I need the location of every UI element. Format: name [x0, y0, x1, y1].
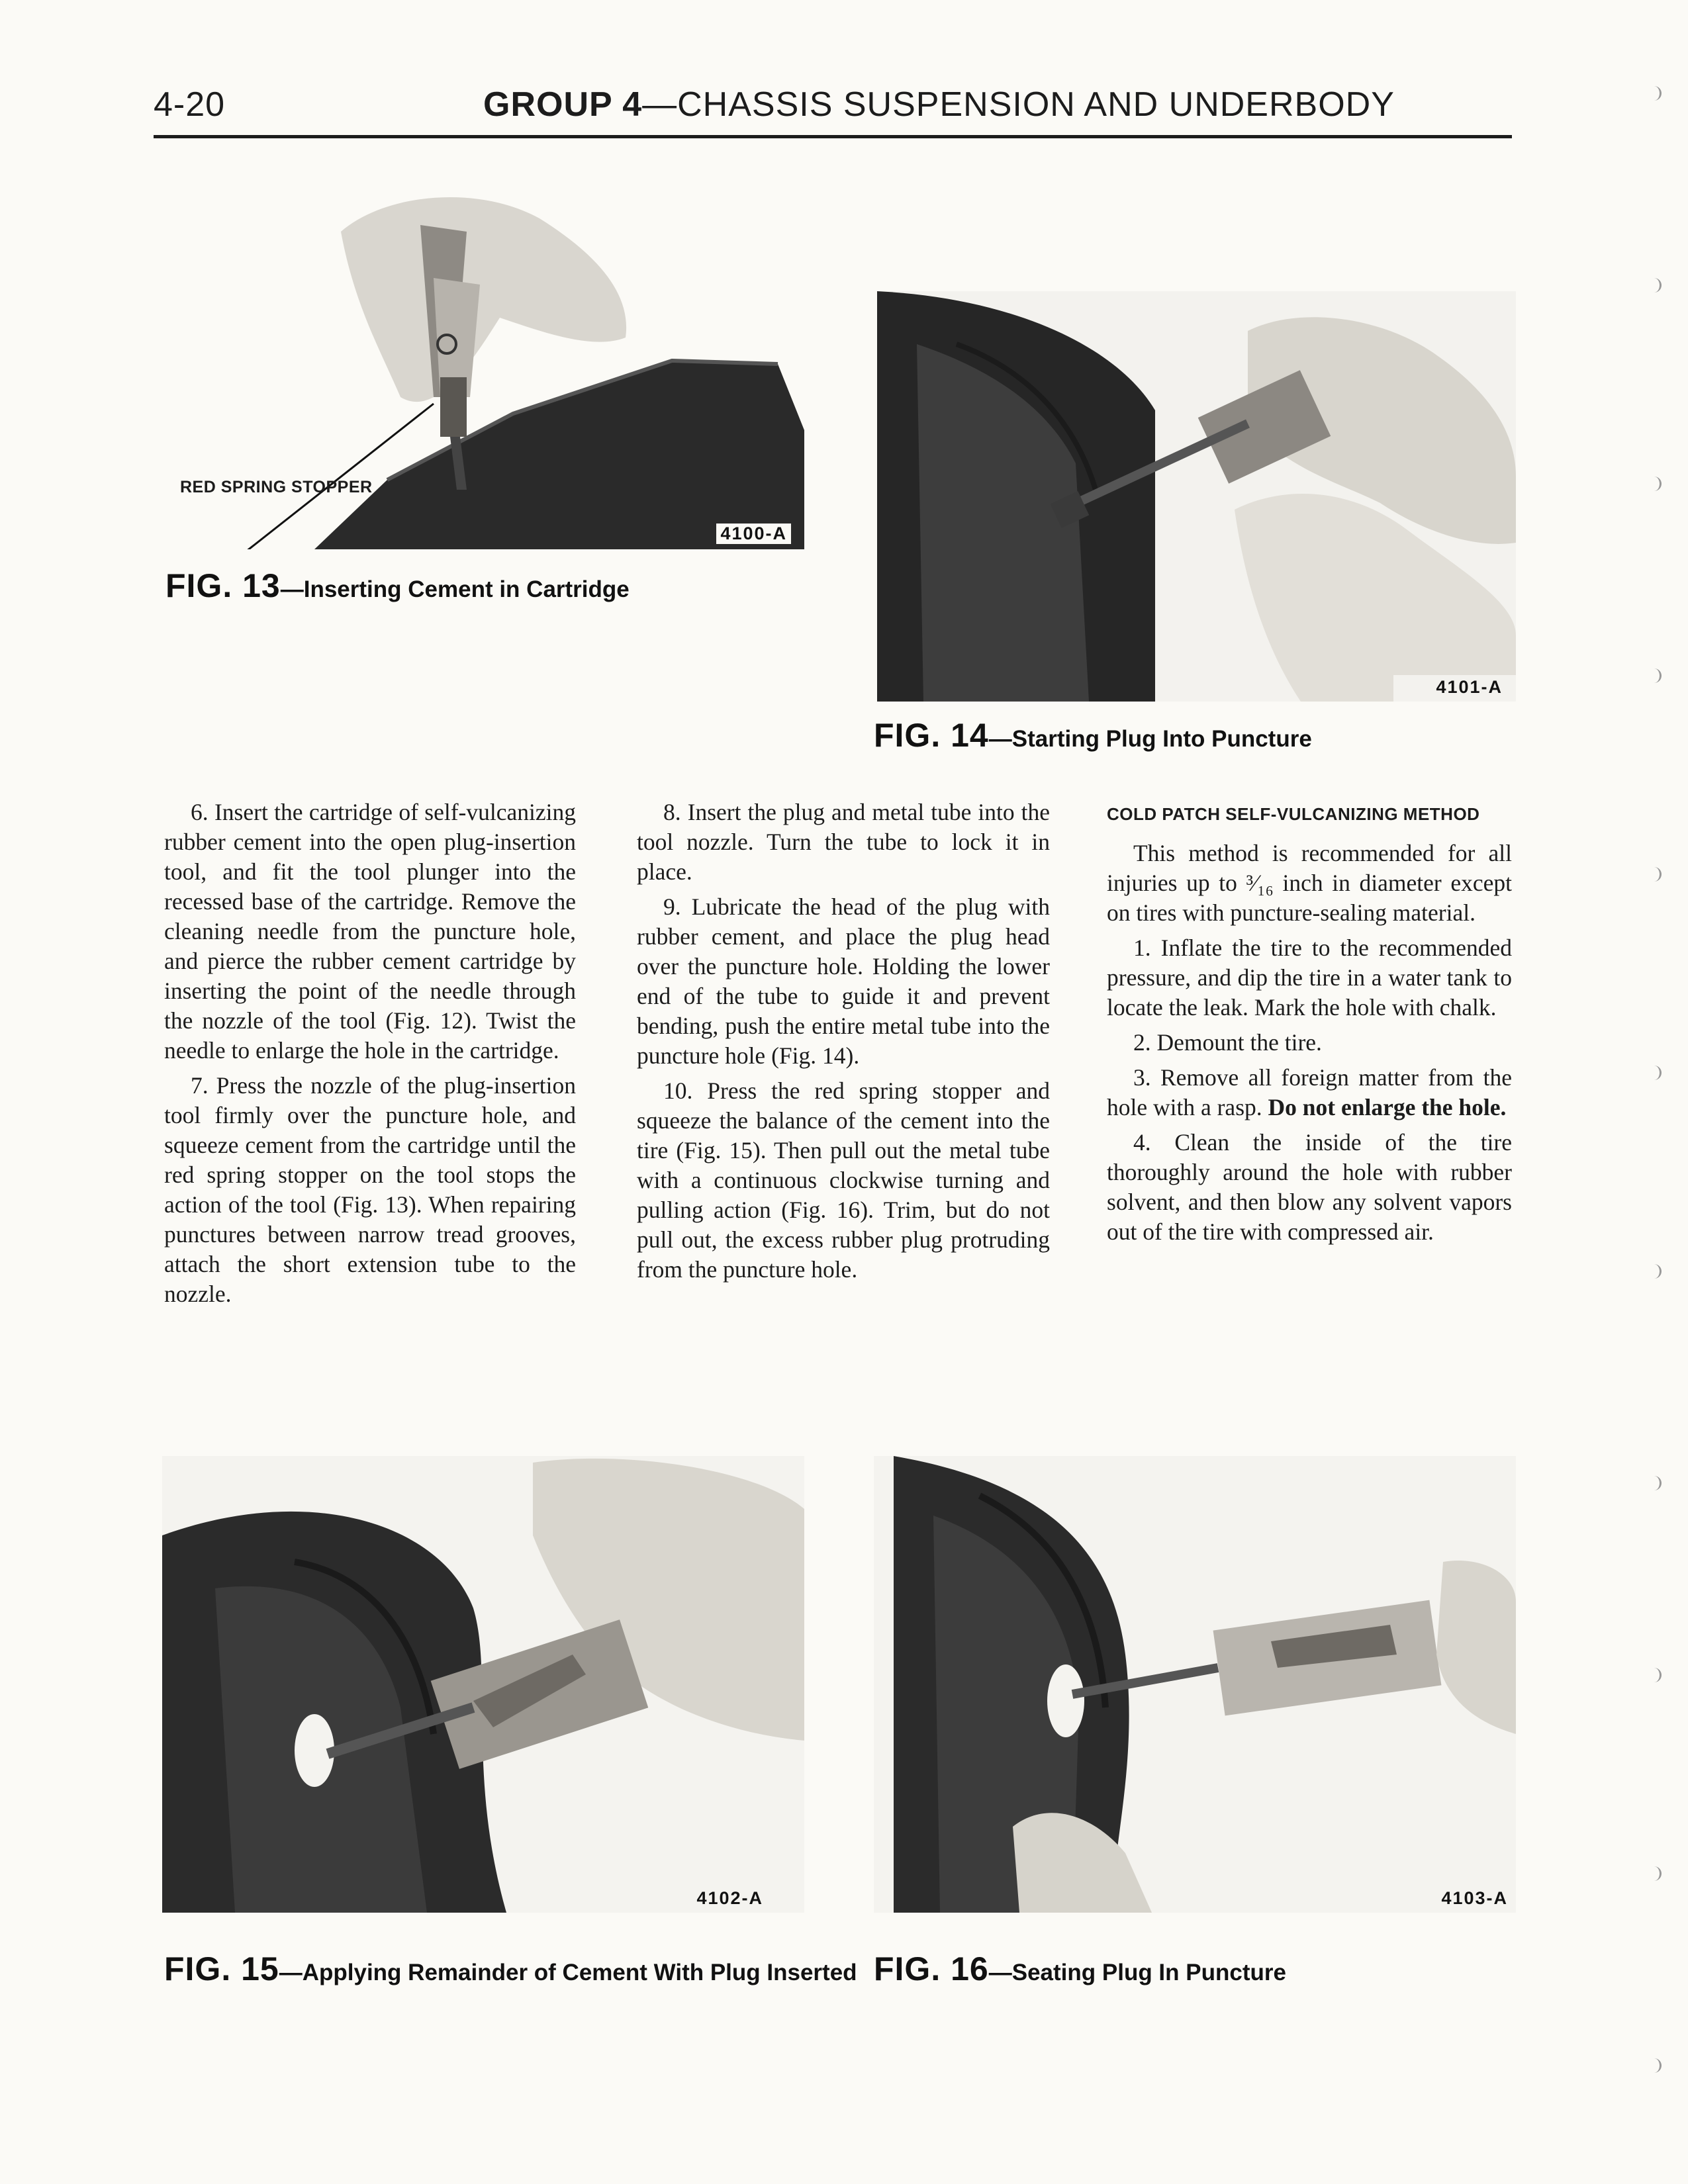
figure-16-caption-text: —Seating Plug In Puncture — [988, 1960, 1286, 1985]
figure-13-caption-text: —Inserting Cement in Cartridge — [280, 576, 630, 602]
header-title-text: —CHASSIS SUSPENSION AND UNDERBODY — [642, 85, 1395, 124]
edge-mark — [1654, 477, 1662, 491]
figure-14-code: 4101-A — [1436, 677, 1503, 697]
header-rule — [154, 135, 1512, 138]
page-number: 4-20 — [154, 85, 226, 124]
section-heading: COLD PATCH SELF-VULCANIZING METHOD — [1107, 804, 1480, 824]
edge-mark — [1654, 2058, 1662, 2073]
figure-16-code: 4103-A — [1441, 1888, 1508, 1908]
edge-mark — [1654, 1264, 1662, 1279]
patch-step-1: 1. Inflate the tire to the recommended pressure, and dip the tire in a water tank to locate the leak. Mark the hole with chalk. — [1107, 934, 1512, 1021]
figure-13-caption — [165, 567, 630, 605]
text-column-left — [164, 797, 576, 1314]
patch-step-4: 4. Clean the inside of the tire thoroughly around the hole with rubber solvent, and then blow any solvent vapors out of the tire with compressed air. — [1107, 1129, 1512, 1245]
figure-14-photo — [877, 291, 1516, 702]
text-column-right — [1107, 797, 1512, 1252]
figure-13-code: 4100-A — [716, 523, 791, 544]
figure-15-code: 4102-A — [696, 1888, 763, 1908]
figure-16-photo — [874, 1456, 1516, 1913]
edge-mark — [1654, 867, 1662, 882]
edge-mark — [1654, 1476, 1662, 1490]
figure-15-caption — [164, 1950, 859, 1988]
figure-16-caption — [874, 1950, 1286, 1988]
edge-mark — [1654, 668, 1662, 683]
figure-14-caption-text: —Starting Plug Into Puncture — [988, 726, 1312, 752]
figure-15-number: FIG. 15 — [164, 1950, 279, 1987]
edge-mark — [1654, 278, 1662, 293]
patch-step-3-warning: Do not enlarge the hole. — [1268, 1094, 1507, 1120]
figure-13-number: FIG. 13 — [165, 567, 281, 604]
step-9: 9. Lubricate the head of the plug with rubber cement, and place the plug head over the puncture hole. Holding the lower end of the tube to guide it and prevent bending, push the entire metal tube into the puncture hole (Fig. 14). — [637, 893, 1050, 1069]
figure-16-number: FIG. 16 — [874, 1950, 989, 1987]
patch-step-3 — [1107, 1063, 1512, 1122]
figure-13-callout: RED SPRING STOPPER — [180, 478, 373, 496]
figure-14-number: FIG. 14 — [874, 717, 989, 754]
header-group: GROUP 4 — [483, 85, 643, 124]
edge-mark — [1654, 1866, 1662, 1881]
figure-15-caption-text: —Applying Remainder of Cement With Plug Inserted — [279, 1960, 857, 1985]
patch-step-2: 2. Demount the tire. — [1133, 1029, 1322, 1056]
step-8: 8. Insert the plug and metal tube into the tool nozzle. Turn the tube to lock it in place. — [637, 799, 1050, 885]
figure-15-photo — [162, 1456, 804, 1913]
edge-mark — [1654, 86, 1662, 101]
method-intro: This method is recommended for all injuries up to ³⁄₁₆ inch in diameter except on tires with puncture-sealing material. — [1107, 840, 1512, 926]
patch-step-3-text: 3. Remove all foreign matter from the hole with a rasp. — [1107, 1064, 1512, 1120]
figure-14-caption — [874, 716, 1312, 754]
edge-mark — [1654, 1668, 1662, 1682]
edge-mark — [1654, 1066, 1662, 1080]
step-10: 10. Press the red spring stopper and squeeze the balance of the cement into the tire (Fig. 15). Then pull out the metal tube with a continuous clockwise turning and pulling action (Fig. 16). Trim, but do not pull out, the excess rubber plug protruding from the puncture hole. — [637, 1077, 1050, 1283]
step-7: 7. Press the nozzle of the plug-insertion tool firmly over the puncture hole, and squeeze cement from the cartridge until the red spring stopper on the tool stops the action of the tool (Fig. 13). When repairing punctures between narrow tread grooves, attach the short extension tube to the nozzle. — [164, 1072, 576, 1307]
step-6: 6. Insert the cartridge of self-vulcanizing rubber cement into the open plug-insertion tool, and fit the tool plunger into the recessed base of the cartridge. Remove the cleaning needle from the puncture hole, and pierce the rubber cement cartridge by inserting the point of the needle through the nozzle of the tool (Fig. 12). Twist the needle to enlarge the hole in the cartridge. — [164, 799, 576, 1064]
header-title — [483, 85, 1395, 124]
text-column-middle — [637, 797, 1050, 1290]
